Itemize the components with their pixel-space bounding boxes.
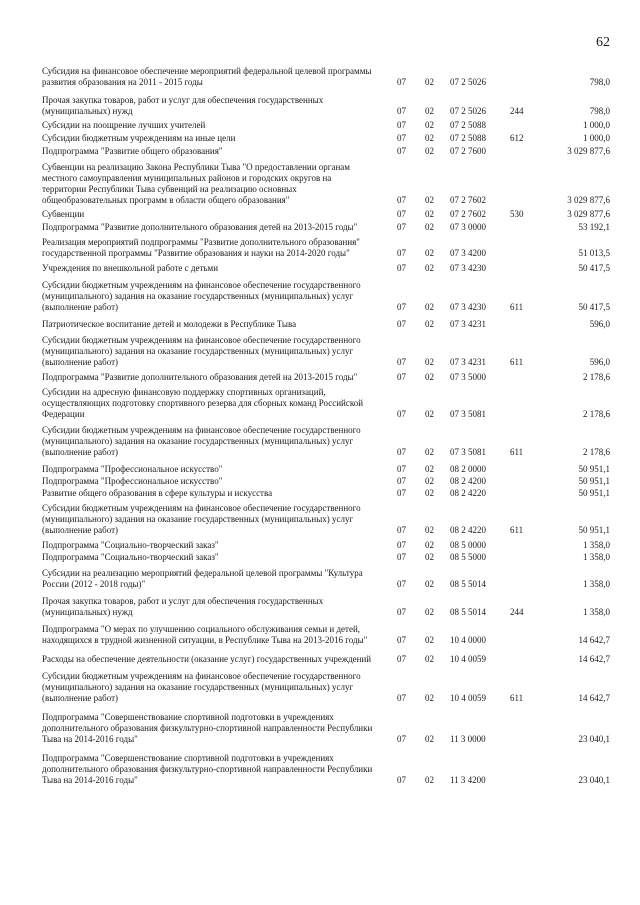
row-section: 07 xyxy=(397,77,406,87)
table-row xyxy=(42,319,610,330)
table-row xyxy=(42,552,610,563)
row-name: Развитие общего образования в сфере культуры и искусства xyxy=(42,488,273,498)
row-amount: 23 040,1 xyxy=(578,775,610,785)
row-subsection: 02 xyxy=(425,222,434,232)
table-row xyxy=(42,222,610,233)
row-target-code: 07 3 4230 xyxy=(450,263,486,273)
page-number: 62 xyxy=(596,35,610,50)
row-expense-type: 611 xyxy=(510,447,524,457)
row-subsection: 02 xyxy=(425,488,434,498)
row-subsection: 02 xyxy=(425,447,434,457)
row-name: Подпрограмма "Развитие дополнительного образования детей на 2013-2015 годы" xyxy=(42,372,358,382)
row-name: Субсидия на финансовое обеспечение мероприятий федеральной целевой программы развития образования на 2011 - 2015 годы xyxy=(42,66,372,87)
row-subsection: 02 xyxy=(425,409,434,419)
row-name: Расходы на обеспечение деятельности (оказание услуг) государственных учреждений xyxy=(42,654,372,664)
table-row xyxy=(42,503,610,536)
row-name: Субвенции xyxy=(42,209,85,219)
row-target-code: 07 3 0000 xyxy=(450,222,486,232)
row-section: 07 xyxy=(397,209,406,219)
row-amount: 596,0 xyxy=(589,319,610,329)
row-subsection: 02 xyxy=(425,263,434,273)
row-subsection: 02 xyxy=(425,357,434,367)
row-amount: 1 358,0 xyxy=(583,607,610,617)
table-row xyxy=(42,671,610,704)
row-name: Прочая закупка товаров, работ и услуг для обеспечения государственных (муниципальных) нужд xyxy=(42,95,324,116)
row-name: Подпрограмма "О мерах по улучшению социального обслуживания семьи и детей, находящихся в трудной жизненной ситуации, в Республике Тыва на 2013-2016 годы" xyxy=(42,624,368,645)
row-target-code: 10 4 0059 xyxy=(450,654,486,664)
row-name: Подпрограмма "Профессиональное искусство" xyxy=(42,464,223,474)
row-subsection: 02 xyxy=(425,248,434,258)
row-name: Субсидии бюджетным учреждениям на финансовое обеспечение государственного (муниципального) задания на оказание государственных (муниципальных) услуг (выполнение работ) xyxy=(42,671,361,703)
table-row xyxy=(42,263,610,274)
table-row xyxy=(42,280,610,313)
row-expense-type: 611 xyxy=(510,357,524,367)
row-amount: 50 951,1 xyxy=(578,476,610,486)
row-target-code: 11 3 0000 xyxy=(450,734,486,744)
row-subsection: 02 xyxy=(425,133,434,143)
row-name: Подпрограмма "Совершенствование спортивной подготовки в учреждениях дополнительного образования физкультурно-спортивной направленности Республики Тыва на 2014-2016 годы" xyxy=(42,753,373,785)
row-target-code: 07 2 5088 xyxy=(450,133,486,143)
row-subsection: 02 xyxy=(425,693,434,703)
row-subsection: 02 xyxy=(425,209,434,219)
row-target-code: 08 2 4200 xyxy=(450,476,486,486)
table-row xyxy=(42,387,610,420)
row-target-code: 07 3 4231 xyxy=(450,319,486,329)
row-amount: 50 951,1 xyxy=(578,464,610,474)
row-section: 07 xyxy=(397,607,406,617)
row-target-code: 07 3 5000 xyxy=(450,372,486,382)
table-row xyxy=(42,133,610,144)
row-expense-type: 530 xyxy=(510,209,524,219)
row-amount: 596,0 xyxy=(589,357,610,367)
row-target-code: 10 4 0000 xyxy=(450,635,486,645)
row-subsection: 02 xyxy=(425,464,434,474)
row-amount: 1 358,0 xyxy=(583,540,610,550)
row-amount: 2 178,6 xyxy=(583,409,610,419)
row-target-code: 07 2 5026 xyxy=(450,77,486,87)
row-name: Прочая закупка товаров, работ и услуг для обеспечения государственных (муниципальных) нужд xyxy=(42,596,324,617)
row-subsection: 02 xyxy=(425,579,434,589)
row-target-code: 07 2 5088 xyxy=(450,120,486,130)
row-name: Подпрограмма "Социально-творческий заказ" xyxy=(42,552,219,562)
row-amount: 1 000,0 xyxy=(583,133,610,143)
row-name: Патриотическое воспитание детей и молодежи в Республике Тыва xyxy=(42,319,297,329)
row-name: Субсидии бюджетным учреждениям на финансовое обеспечение государственного (муниципального) задания на оказание государственных (муниципальных) услуг (выполнение работ) xyxy=(42,280,361,312)
row-section: 07 xyxy=(397,409,406,419)
row-amount: 51 013,5 xyxy=(578,248,610,258)
table-row xyxy=(42,95,610,117)
row-section: 07 xyxy=(397,195,406,205)
row-target-code: 08 2 4220 xyxy=(450,525,486,535)
row-section: 07 xyxy=(397,447,406,457)
row-subsection: 02 xyxy=(425,525,434,535)
table-row xyxy=(42,753,610,786)
table-row xyxy=(42,476,610,487)
row-subsection: 02 xyxy=(425,734,434,744)
row-target-code: 07 3 4230 xyxy=(450,302,486,312)
row-section: 07 xyxy=(397,319,406,329)
row-amount: 1 000,0 xyxy=(583,120,610,130)
row-section: 07 xyxy=(397,476,406,486)
row-name: Субсидии бюджетным учреждениям на финансовое обеспечение государственного (муниципального) задания на оказание государственных (муниципальных) услуг (выполнение работ) xyxy=(42,503,361,535)
row-expense-type: 611 xyxy=(510,525,524,535)
row-section: 07 xyxy=(397,635,406,645)
table-row xyxy=(42,568,610,590)
row-amount: 798,0 xyxy=(589,77,610,87)
row-section: 07 xyxy=(397,464,406,474)
row-target-code: 08 5 0000 xyxy=(450,540,486,550)
row-section: 07 xyxy=(397,222,406,232)
row-subsection: 02 xyxy=(425,106,434,116)
row-section: 07 xyxy=(397,654,406,664)
row-expense-type: 244 xyxy=(510,607,524,617)
row-amount: 3 029 877,6 xyxy=(567,209,610,219)
row-amount: 50 951,1 xyxy=(578,525,610,535)
row-subsection: 02 xyxy=(425,607,434,617)
row-subsection: 02 xyxy=(425,319,434,329)
row-section: 07 xyxy=(397,146,406,156)
row-section: 07 xyxy=(397,263,406,273)
table-row xyxy=(42,425,610,458)
row-subsection: 02 xyxy=(425,146,434,156)
row-section: 07 xyxy=(397,248,406,258)
row-target-code: 08 5 5014 xyxy=(450,607,486,617)
row-target-code: 08 5 5014 xyxy=(450,579,486,589)
row-section: 07 xyxy=(397,525,406,535)
row-name: Подпрограмма "Развитие общего образования" xyxy=(42,146,223,156)
row-target-code: 07 3 4231 xyxy=(450,357,486,367)
row-section: 07 xyxy=(397,540,406,550)
row-subsection: 02 xyxy=(425,552,434,562)
table-row xyxy=(42,712,610,745)
row-amount: 2 178,6 xyxy=(583,447,610,457)
row-subsection: 02 xyxy=(425,372,434,382)
table-row xyxy=(42,372,610,383)
table-row xyxy=(42,335,610,368)
row-expense-type: 611 xyxy=(510,693,524,703)
row-target-code: 08 5 5000 xyxy=(450,552,486,562)
row-name: Субсидии бюджетным учреждениям на финансовое обеспечение государственного (муниципального) задания на оказание государственных (муниципальных) услуг (выполнение работ) xyxy=(42,425,361,457)
row-amount: 50 417,5 xyxy=(578,263,610,273)
budget-table xyxy=(42,66,610,786)
row-subsection: 02 xyxy=(425,302,434,312)
row-subsection: 02 xyxy=(425,77,434,87)
table-row xyxy=(42,66,610,88)
row-name: Реализация мероприятий подпрограммы "Развитие дополнительного образования" государственной программы "Развитие образования и науки на 2014-2020 годы" xyxy=(42,237,360,258)
row-target-code: 11 3 4200 xyxy=(450,775,486,785)
row-section: 07 xyxy=(397,734,406,744)
row-section: 07 xyxy=(397,775,406,785)
table-row xyxy=(42,488,610,499)
row-section: 07 xyxy=(397,357,406,367)
row-section: 07 xyxy=(397,552,406,562)
row-section: 07 xyxy=(397,106,406,116)
row-amount: 14 642,7 xyxy=(578,635,610,645)
row-name: Субсидии бюджетным учреждениям на иные цели xyxy=(42,133,236,143)
row-amount: 1 358,0 xyxy=(583,579,610,589)
row-name: Субсидии бюджетным учреждениям на финансовое обеспечение государственного (муниципального) задания на оказание государственных (муниципальных) услуг (выполнение работ) xyxy=(42,335,361,367)
table-row xyxy=(42,120,610,131)
row-target-code: 07 3 5081 xyxy=(450,409,486,419)
row-section: 07 xyxy=(397,120,406,130)
row-amount: 14 642,7 xyxy=(578,693,610,703)
row-name: Учреждения по внешкольной работе с детьми xyxy=(42,263,219,273)
row-name: Подпрограмма "Совершенствование спортивной подготовки в учреждениях дополнительного образования физкультурно-спортивной направленности Республики Тыва на 2014-2016 годы" xyxy=(42,712,373,744)
row-target-code: 07 2 7602 xyxy=(450,195,486,205)
table-row xyxy=(42,162,610,206)
row-subsection: 02 xyxy=(425,120,434,130)
row-amount: 23 040,1 xyxy=(578,734,610,744)
row-subsection: 02 xyxy=(425,635,434,645)
row-name: Субсидии на адресную финансовую поддержку спортивных организаций, осуществляющих подготовку спортивного резерва для сборных команд Российской Федерации xyxy=(42,387,364,419)
row-target-code: 07 3 5081 xyxy=(450,447,486,457)
table-row xyxy=(42,237,610,259)
row-section: 07 xyxy=(397,133,406,143)
row-name: Подпрограмма "Профессиональное искусство" xyxy=(42,476,223,486)
row-target-code: 10 4 0059 xyxy=(450,693,486,703)
row-expense-type: 244 xyxy=(510,106,524,116)
row-name: Субсидии на поощрение лучших учителей xyxy=(42,120,206,130)
table-row xyxy=(42,540,610,551)
row-section: 07 xyxy=(397,693,406,703)
row-section: 07 xyxy=(397,488,406,498)
row-amount: 1 358,0 xyxy=(583,552,610,562)
row-amount: 798,0 xyxy=(589,106,610,116)
table-row xyxy=(42,596,610,618)
row-section: 07 xyxy=(397,372,406,382)
row-amount: 53 192,1 xyxy=(578,222,610,232)
row-name: Субсидии на реализацию мероприятий федеральной целевой программы "Культура России (2012 - 2018 годы)" xyxy=(42,568,363,589)
row-subsection: 02 xyxy=(425,775,434,785)
row-target-code: 07 2 7600 xyxy=(450,146,486,156)
row-subsection: 02 xyxy=(425,654,434,664)
row-subsection: 02 xyxy=(425,540,434,550)
row-subsection: 02 xyxy=(425,476,434,486)
table-row xyxy=(42,624,610,646)
row-amount: 50 951,1 xyxy=(578,488,610,498)
table-row xyxy=(42,146,610,157)
row-amount: 14 642,7 xyxy=(578,654,610,664)
row-name: Субвенции на реализацию Закона Республики Тыва "О предоставлении органам местного самоуправления муниципальных районов и городских округов на территории Республики Тыва субвенций на реализацию основных общеобразовательных программ в области общего образования" xyxy=(42,162,350,205)
row-target-code: 07 3 4200 xyxy=(450,248,486,258)
row-section: 07 xyxy=(397,302,406,312)
table-row xyxy=(42,464,610,475)
row-amount: 2 178,6 xyxy=(583,372,610,382)
row-expense-type: 612 xyxy=(510,133,524,143)
row-name: Подпрограмма "Развитие дополнительного образования детей на 2013-2015 годы" xyxy=(42,222,358,232)
table-row xyxy=(42,209,610,220)
row-target-code: 08 2 4220 xyxy=(450,488,486,498)
table-row xyxy=(42,654,610,665)
row-target-code: 08 2 0000 xyxy=(450,464,486,474)
row-amount: 3 029 877,6 xyxy=(567,195,610,205)
row-target-code: 07 2 5026 xyxy=(450,106,486,116)
row-section: 07 xyxy=(397,579,406,589)
row-expense-type: 611 xyxy=(510,302,524,312)
row-amount: 50 417,5 xyxy=(578,302,610,312)
row-name: Подпрограмма "Социально-творческий заказ" xyxy=(42,540,219,550)
row-subsection: 02 xyxy=(425,195,434,205)
row-amount: 3 029 877,6 xyxy=(567,146,610,156)
row-target-code: 07 2 7602 xyxy=(450,209,486,219)
